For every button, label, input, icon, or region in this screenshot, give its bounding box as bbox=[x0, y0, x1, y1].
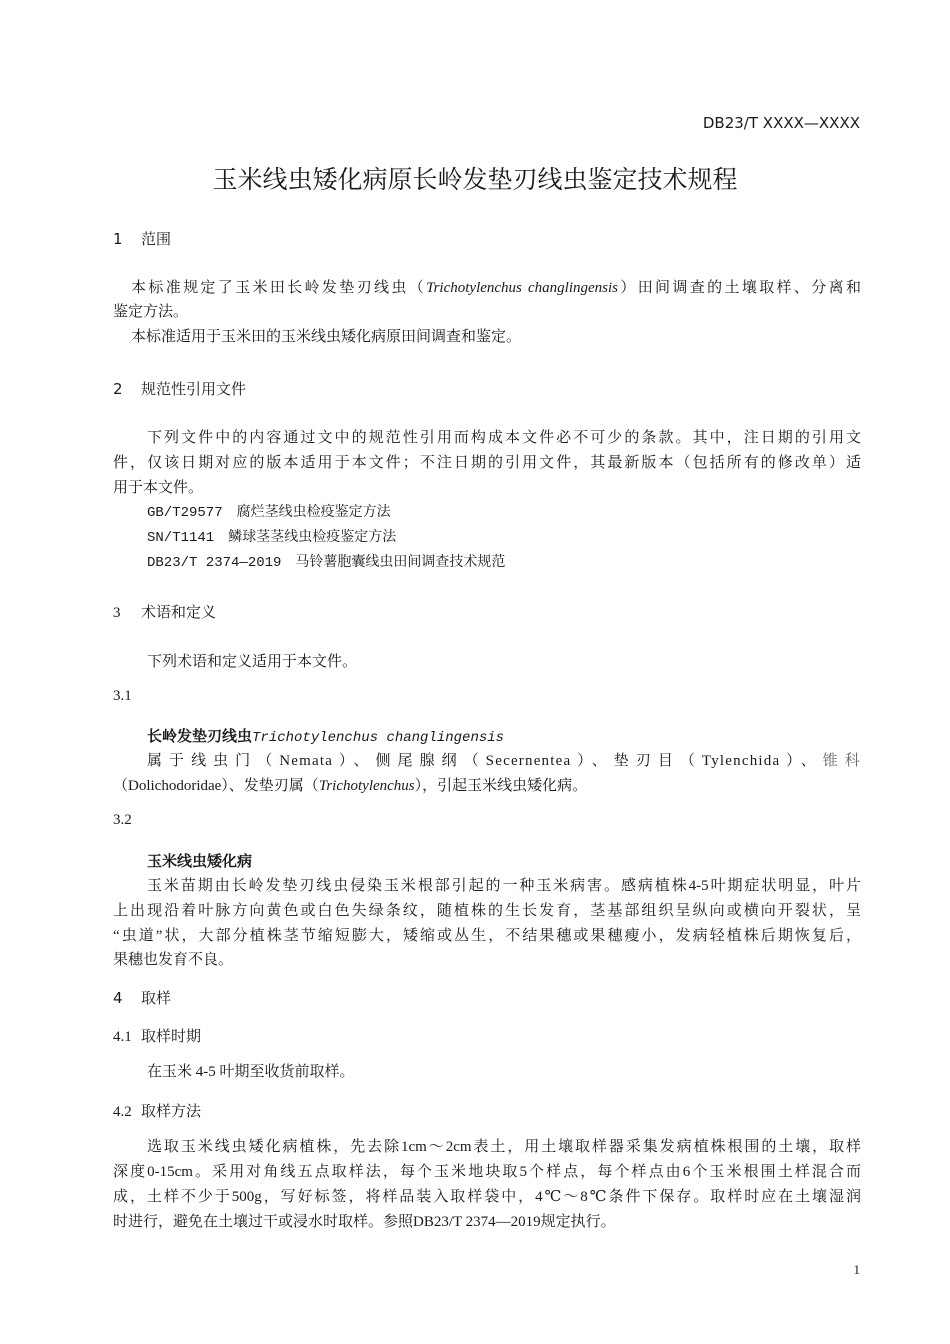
section-title: 术语和定义 bbox=[141, 603, 217, 621]
section-3-heading bbox=[113, 601, 216, 622]
section-2-paragraph-line-1: 下列文件中的内容通过文中的规范性引用而构成本文件必不可少的条款。其中，注日期的引用文 bbox=[147, 430, 861, 446]
reference-code: SN/T1141 bbox=[147, 530, 215, 546]
section-title: 规范性引用文件 bbox=[141, 380, 247, 398]
species-name-italic: Trichotylenchus changlingensis bbox=[426, 280, 618, 296]
family-name-gray: 锥科 bbox=[822, 753, 861, 769]
term-3-2-definition-line-1: 玉米苗期由长岭发垫刃线虫侵染玉米根部引起的一种玉米病害。感病植株4-5叶期症状明显，叶片 bbox=[147, 878, 861, 894]
section-4-2-heading bbox=[113, 1100, 201, 1121]
text-run: 本标准规定了玉米田长岭发垫刃线虫（ bbox=[131, 280, 427, 296]
section-4-1-paragraph: 在玉米 4-5 叶期至收货前取样。 bbox=[147, 1064, 355, 1080]
normative-reference bbox=[147, 526, 396, 546]
document-title: 玉米线虫矮化病原长岭发垫刃线虫鉴定技术规程 bbox=[212, 165, 738, 194]
genus-name-italic: Trichotylenchus bbox=[318, 778, 415, 794]
section-1-paragraph-2: 本标准适用于玉米田的玉米线虫矮化病原田间调查和鉴定。 bbox=[131, 329, 522, 345]
text-run: ）田间调查的土壤取样、分离和 bbox=[617, 280, 861, 296]
normative-reference bbox=[147, 551, 505, 571]
term-latin-name: Trichotylenchus changlingensis bbox=[252, 730, 505, 746]
section-number: 1 bbox=[113, 230, 123, 248]
section-3-intro: 下列术语和定义适用于本文件。 bbox=[147, 654, 358, 670]
section-title: 取样时期 bbox=[141, 1027, 202, 1045]
section-4-2-paragraph-line-3: 成，土样不少于500g，写好标签，将样品装入取样袋中，4℃～8℃条件下保存。取样时应在土壤湿润 bbox=[113, 1189, 861, 1205]
term-number-3-1: 3.1 bbox=[113, 688, 132, 704]
text-run: ），引起玉米线虫矮化病。 bbox=[414, 778, 588, 794]
reference-code: GB/T29577 bbox=[147, 505, 223, 521]
section-2-paragraph-line-2: 件，仅该日期对应的版本适用于本文件；不注日期的引用文件，其最新版本（包括所有的修改单）适 bbox=[113, 455, 861, 471]
section-number: 4.1 bbox=[113, 1029, 132, 1045]
term-3-1-definition-line-1 bbox=[113, 749, 861, 770]
section-title: 取样方法 bbox=[141, 1102, 202, 1120]
reference-code: DB23/T 2374—2019 bbox=[147, 555, 282, 571]
section-1-paragraph-1-line-1 bbox=[113, 276, 861, 297]
term-3-2-definition-line-2: 上出现沿着叶脉方向黄色或白色失绿条纹，随植株的生长发育，茎基部组织呈纵向或横向开裂状，呈 bbox=[113, 903, 861, 919]
section-4-heading bbox=[113, 987, 171, 1008]
section-4-2-paragraph-line-1: 选取玉米线虫矮化病植株，先去除1cm～2cm表土，用土壤取样器采集发病植株根围的土壤，取样 bbox=[147, 1139, 861, 1155]
document-code: DB23/T XXXX—XXXX bbox=[702, 114, 860, 132]
section-number: 3 bbox=[113, 605, 121, 621]
term-3-2-definition-line-4: 果穗也发育不良。 bbox=[113, 952, 234, 968]
text-run: （Dolichodoridae）、发垫刃属（ bbox=[113, 778, 319, 794]
section-1-heading bbox=[113, 228, 171, 249]
page-number: 1 bbox=[853, 1262, 860, 1277]
text-run: 属于线虫门（Nemata）、侧尾腺纲（Secernentea）、垫刃目（Tylenchida）、 bbox=[147, 753, 823, 769]
section-number: 4.2 bbox=[113, 1104, 132, 1120]
section-number: 4 bbox=[113, 989, 123, 1007]
normative-reference bbox=[147, 501, 391, 521]
section-title: 范围 bbox=[141, 230, 172, 248]
section-2-heading bbox=[113, 378, 246, 399]
section-2-paragraph-line-3: 用于本文件。 bbox=[113, 480, 204, 496]
reference-title: 鳞球茎茎线虫检疫鉴定方法 bbox=[228, 530, 397, 545]
section-1-paragraph-1-line-2: 鉴定方法。 bbox=[113, 304, 189, 320]
term-number-3-2: 3.2 bbox=[113, 812, 132, 828]
section-4-2-paragraph-line-2: 深度0-15cm。采用对角线五点取样法，每个玉米地块取5个样点，每个样点由6个玉米根围土样混合而 bbox=[113, 1164, 861, 1180]
section-4-1-heading bbox=[113, 1025, 201, 1046]
term-3-2-heading bbox=[147, 850, 252, 871]
term-chinese-name: 玉米线虫矮化病 bbox=[147, 852, 253, 870]
section-4-2-paragraph-line-4: 时进行，避免在土壤过干或浸水时取样。参照DB23/T 2374—2019规定执行。 bbox=[113, 1214, 616, 1230]
term-3-1-definition-line-2 bbox=[113, 774, 861, 795]
reference-title: 腐烂茎线虫检疫鉴定方法 bbox=[236, 505, 391, 520]
term-3-1-heading bbox=[147, 725, 504, 746]
term-3-2-definition-line-3: “虫道”状，大部分植株茎节缩短膨大，矮缩或丛生，不结果穗或果穗瘦小，发病轻植株后期恢复后， bbox=[113, 928, 861, 944]
section-title: 取样 bbox=[141, 989, 172, 1007]
section-number: 2 bbox=[113, 380, 123, 398]
reference-title: 马铃薯胞囊线虫田间调查技术规范 bbox=[295, 555, 506, 570]
term-chinese-name: 长岭发垫刃线虫 bbox=[147, 727, 253, 745]
